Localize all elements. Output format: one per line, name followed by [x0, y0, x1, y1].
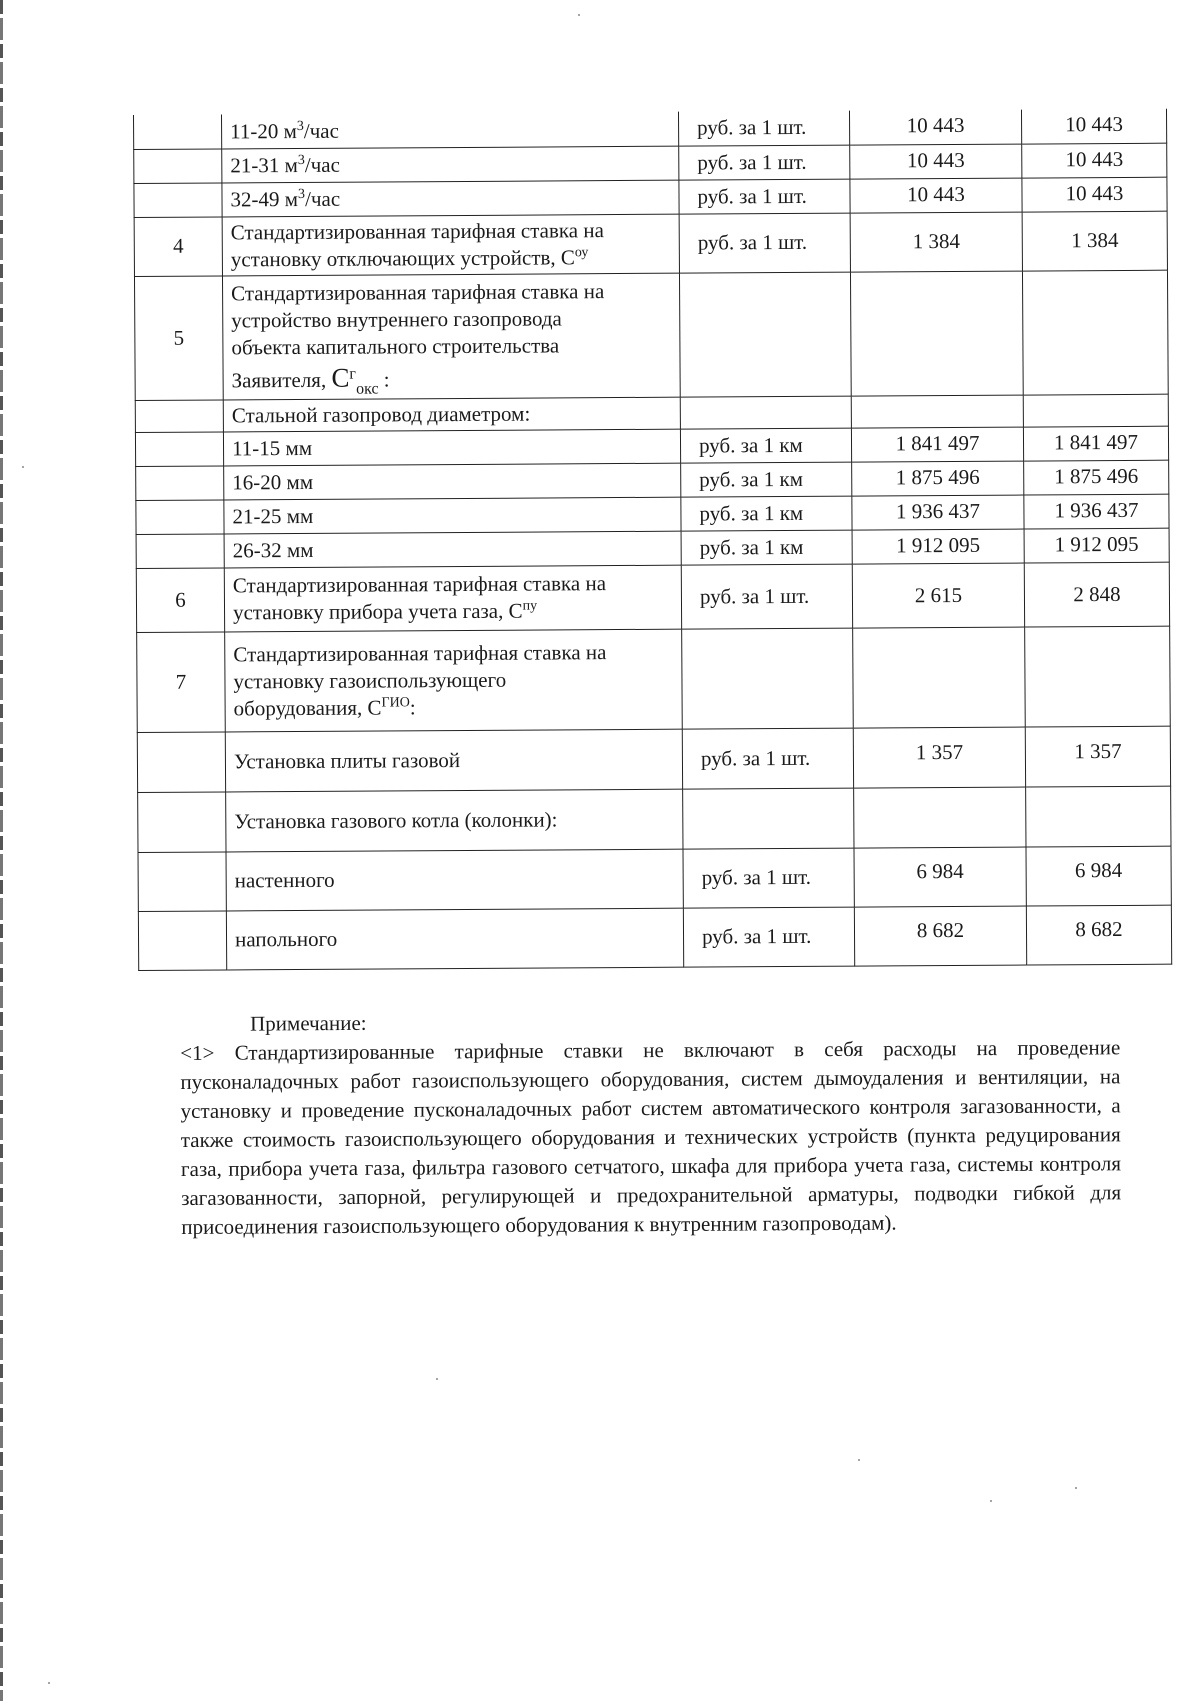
row-label — [225, 629, 683, 732]
row-unit: руб. за 1 км — [681, 530, 852, 565]
row-value-1: 1 936 437 — [852, 495, 1024, 530]
row-value-2: 1 357 — [1025, 726, 1170, 787]
table-row — [137, 726, 1170, 792]
row-value-1: 10 443 — [850, 178, 1022, 213]
row-unit: руб. за 1 шт. — [683, 848, 854, 908]
row-number — [138, 791, 226, 852]
row-unit: руб. за 1 шт. — [679, 213, 850, 273]
row-label: Установка плиты газовой — [225, 729, 682, 792]
row-label-line: Стандартизированная тарифная ставка на — [231, 279, 605, 306]
row-unit — [679, 272, 851, 397]
row-value-2: 10 443 — [1022, 143, 1167, 178]
row-value-1: 1 841 497 — [851, 427, 1023, 462]
footnote — [180, 1004, 1121, 1242]
scan-speck — [990, 1500, 992, 1502]
table-row — [136, 562, 1169, 632]
row-number: 6 — [136, 567, 224, 632]
row-value-1: 10 443 — [849, 110, 1021, 145]
row-value-1: 6 984 — [854, 847, 1026, 907]
row-unit: руб. за 1 шт. — [678, 111, 849, 146]
row-number — [136, 465, 224, 500]
row-label — [222, 214, 679, 276]
row-label-line: Заявителя, $С^г_{окс}$ : — [231, 362, 390, 398]
row-value-1 — [850, 271, 1023, 396]
row-label: 11-20 $м^3$/час — [221, 112, 678, 149]
row-label: 16-20 мм — [224, 463, 681, 500]
row-value-2: 2 848 — [1024, 562, 1169, 627]
row-unit: руб. за 1 км — [680, 428, 851, 463]
row-value-2: 1 875 496 — [1024, 460, 1169, 495]
row-value-2: 10 443 — [1021, 109, 1166, 144]
table-row — [137, 626, 1171, 732]
row-number — [133, 114, 221, 149]
row-unit: руб. за 1 шт. — [679, 179, 850, 214]
row-value-1 — [853, 627, 1026, 728]
row-value-2: 1 384 — [1022, 211, 1167, 271]
row-value-1: 1 384 — [850, 212, 1022, 272]
row-value-1: 10 443 — [850, 144, 1022, 179]
row-value-2 — [1026, 786, 1171, 847]
row-number — [136, 533, 224, 568]
row-number — [138, 910, 226, 970]
note-text: <1> Стандартизированные тарифные ставки не включают в себя расходы на проведение пусконаладочных работ газоиспользующего оборудования, систем дымоудаления и вентиляции, на установку и проведение пусконаладочных работ систем автоматического контроля загазованности, а также стоимость газоиспользующего оборудования и технических устройств (пункта редуцирования газа, прибора учета газа, фильтра газового сетчатого, шкафа для прибора учета газа, системы контроля загазованности, запорной, регулирующей и предохранительной арматуры, подводки гибкой для присоединения газоиспользующего оборудования к внутренним газопроводам). — [180, 1035, 1122, 1239]
row-unit: руб. за 1 шт. — [682, 728, 853, 789]
row-value-1 — [851, 395, 1023, 428]
row-label: напольного — [226, 908, 683, 970]
row-number — [134, 148, 222, 183]
row-label-line: установку отключающих устройств, $С^{оу}$ — [230, 244, 589, 271]
row-value-1: 2 615 — [852, 563, 1024, 628]
row-unit — [680, 396, 851, 429]
row-label-line: Стандартизированная тарифная ставка на — [233, 639, 607, 666]
row-label: Стальной газопровод диаметром: — [223, 397, 680, 432]
row-value-2: 6 984 — [1026, 846, 1171, 906]
table-row — [134, 270, 1168, 400]
row-value-1: 8 682 — [854, 906, 1026, 966]
row-label-line: объекта капитального строительства — [231, 333, 560, 360]
row-label-line: устройство внутреннего газопровода — [231, 306, 562, 333]
row-value-1: 1 357 — [853, 727, 1025, 788]
row-unit: руб. за 1 шт. — [679, 145, 850, 180]
row-label-line: оборудования, $С^{ГИО}$: — [233, 694, 416, 720]
scan-speck — [436, 1378, 438, 1380]
row-number: 5 — [134, 275, 223, 400]
row-number — [134, 182, 222, 217]
row-value-2 — [1023, 394, 1168, 427]
row-value-1: 1 912 095 — [852, 529, 1024, 564]
row-label: 21-31 $м^3$/час — [222, 146, 679, 183]
row-value-1 — [854, 787, 1026, 848]
row-label: 32-49 $м^3$/час — [222, 180, 679, 217]
scan-speck — [578, 14, 580, 16]
scan-edge-artifact — [0, 0, 3, 1701]
row-label-line: Стандартизированная тарифная ставка на — [230, 217, 604, 244]
row-number: 4 — [134, 216, 222, 276]
scan-speck — [22, 466, 24, 468]
row-value-2: 1 841 497 — [1023, 426, 1168, 461]
row-number: 7 — [137, 631, 226, 732]
row-unit: руб. за 1 шт. — [681, 564, 852, 629]
row-value-2 — [1022, 270, 1168, 395]
row-number — [135, 399, 223, 432]
row-number — [136, 499, 224, 534]
tariff-table — [133, 109, 1172, 971]
row-label — [222, 273, 680, 400]
row-unit: руб. за 1 км — [681, 462, 852, 497]
row-value-2: 8 682 — [1026, 905, 1171, 965]
row-unit — [682, 628, 854, 729]
row-unit: руб. за 1 шт. — [683, 907, 854, 967]
row-number — [137, 731, 225, 792]
table-row — [138, 786, 1171, 852]
row-value-2: 1 936 437 — [1024, 494, 1169, 529]
row-unit — [683, 788, 854, 849]
table-row — [138, 846, 1171, 911]
row-value-1: 1 875 496 — [852, 461, 1024, 496]
note-title: Примечание: — [250, 1010, 367, 1036]
scan-speck — [858, 1459, 860, 1461]
row-label: 21-25 мм — [224, 497, 681, 534]
table-row — [134, 211, 1167, 276]
row-value-2 — [1025, 626, 1171, 727]
scan-speck — [48, 1682, 50, 1684]
row-unit: руб. за 1 км — [681, 496, 852, 531]
scan-speck — [1075, 1487, 1077, 1489]
row-value-2: 10 443 — [1022, 177, 1167, 212]
row-number — [135, 431, 223, 466]
row-number — [138, 851, 226, 911]
row-label: 26-32 мм — [224, 531, 681, 568]
row-label — [224, 565, 681, 632]
tariff-symbol: С — [331, 362, 350, 393]
row-label-line: Стандартизированная тарифная ставка на — [232, 571, 607, 598]
row-label-line: установку газоиспользующего — [233, 667, 507, 693]
row-label: Установка газового котла (колонки): — [226, 789, 683, 852]
row-label-line: установку прибора учета газа, $С^{пу}$ — [232, 598, 538, 625]
row-label: настенного — [226, 849, 683, 911]
row-label: 11-15 мм — [223, 429, 680, 466]
table-row — [138, 905, 1171, 970]
row-value-2: 1 912 095 — [1024, 528, 1169, 563]
